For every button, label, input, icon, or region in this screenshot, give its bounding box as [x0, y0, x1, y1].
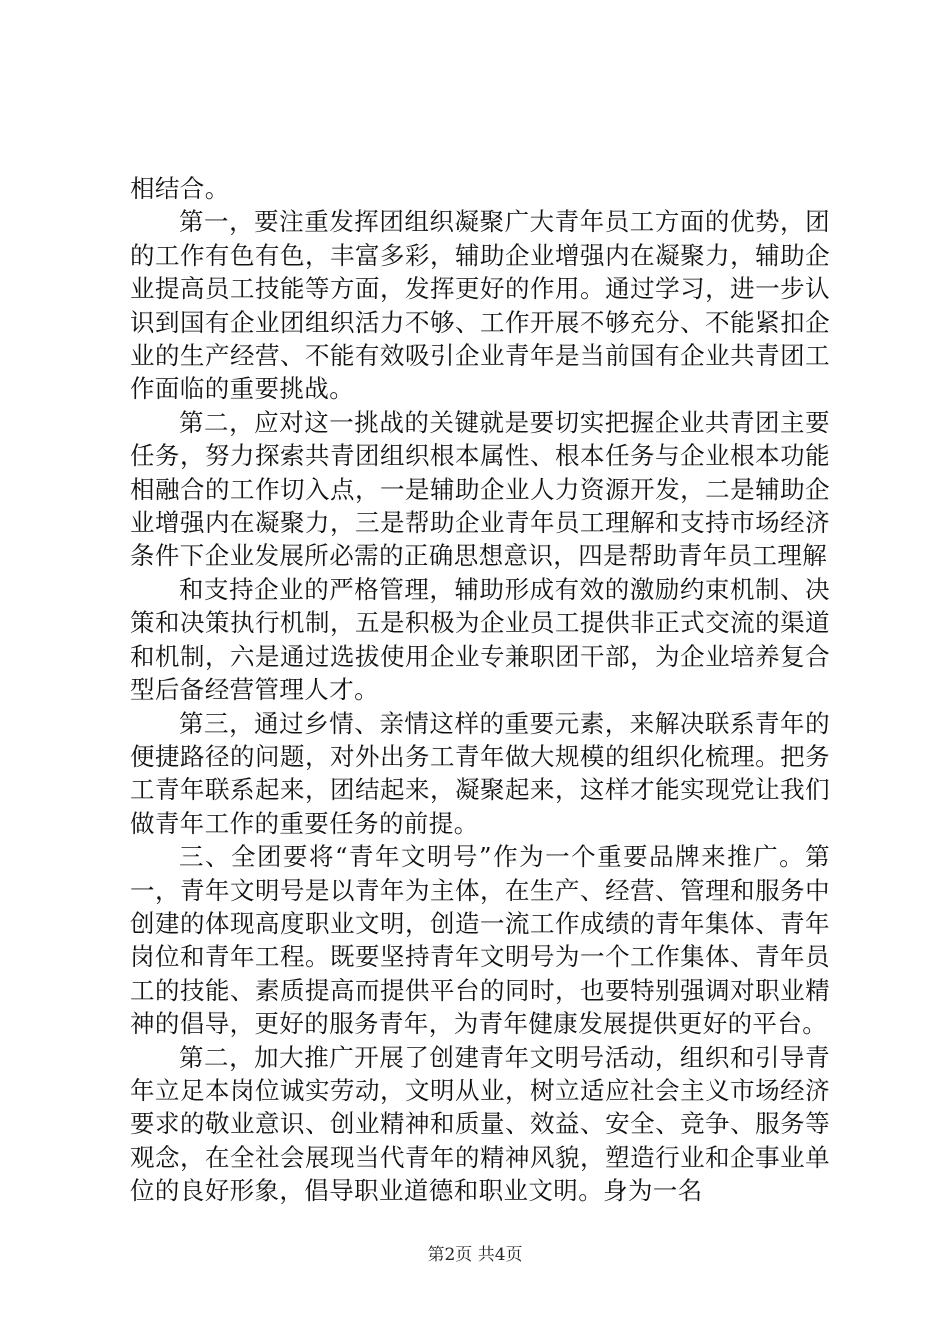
paragraph-1: 相结合。: [130, 174, 230, 203]
page-footer: 第2页 共4页: [427, 1245, 523, 1265]
document-body: [130, 172, 830, 1208]
paragraph-4: 和支持企业的严格管理，辅助形成有效的激励约束机制、决策和决策执行机制，五是积极为企业员工提供非正式交流的渠道和机制，六是通过选拔使用企业专兼职团干部，为企业培养复合型后备经营管理人才。: [130, 574, 830, 705]
paragraph-7: 第二，加大推广开展了创建青年文明号活动，组织和引导青年立足本岗位诚实劳动，文明从业，树立适应社会主义市场经济要求的敬业意识、创业精神和质量、效益、安全、竞争、服务等观念，在全社会展现当代青年的精神风貌，塑造行业和企事业单位的良好形象，倡导职业道德和职业文明。身为一名: [130, 1042, 830, 1206]
paragraph-5: 第三，通过乡情、亲情这样的重要元素，来解决联系青年的便捷路径的问题，对外出务工青年做大规模的组织化梳理。把务工青年联系起来，团结起来，凝聚起来，这样才能实现党让我们做青年工作的重要任务的前提。: [130, 708, 830, 838]
paragraph-6: 三、全团要将“青年文明号”作为一个重要品牌来推广。第一，青年文明号是以青年为主体，在生产、经营、管理和服务中创建的体现高度职业文明，创造一流工作成绩的青年集体、青年岗位和青年工程。既要坚持青年文明号为一个工作集体、青年员工的技能、素质提高而提供平台的同时，也要特别强调对职业精神的倡导，更好的服务青年，为青年健康发展提供更好的平台。: [130, 842, 830, 1039]
paragraph-2: 第一，要注重发挥团组织凝聚广大青年员工方面的优势，团的工作有色有色，丰富多彩，辅助企业增强内在凝聚力，辅助企业提高员工技能等方面，发挥更好的作用。通过学习，进一步认识到国有企业团组织活力不够、工作开展不够充分、不能紧扣企业的生产经营、不能有效吸引企业青年是当前国有企业共青团工作面临的重要挑战。: [130, 207, 830, 404]
paragraph-3: 第二，应对这一挑战的关键就是要切实把握企业共青团主要任务，努力探索共青团组织根本属性、根本任务与企业根本功能相融合的工作切入点，一是辅助企业人力资源开发，二是辅助企业增强内在凝聚力，三是帮助企业青年员工理解和支持市场经济条件下企业发展所必需的正确思想意识，四是帮助青年员工理解: [130, 407, 830, 571]
